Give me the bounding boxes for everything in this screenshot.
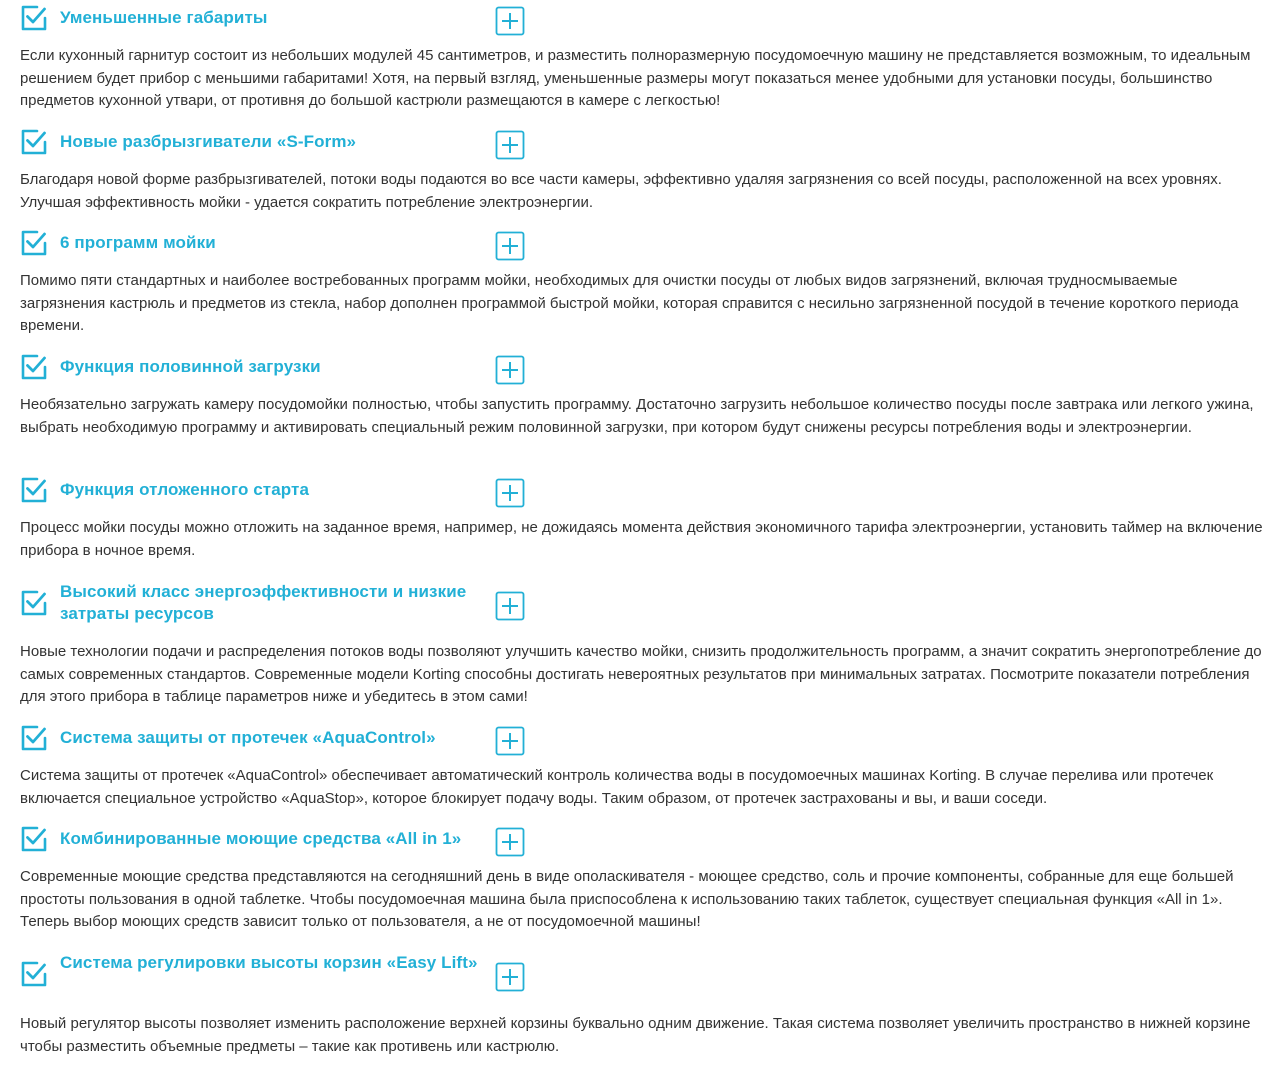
expand-plus-icon[interactable] (495, 726, 525, 756)
feature-title: Уменьшенные габариты (60, 8, 268, 27)
checkbox-check-icon (19, 724, 47, 752)
feature-description: Система защиты от протечек «AquaControl» обеспечивает автоматический контроль количества воды в посудомоечных машинах Korting. В случае перелива или протечек включается специальное устройство «AquaStop», которое блокирует подачу воды. Таким образом, от протечек застрахованы и вы, и ваши соседи. (20, 767, 1214, 807)
expand-plus-icon[interactable] (495, 130, 525, 160)
expand-plus-icon[interactable] (495, 827, 525, 857)
expand-plus-icon[interactable] (495, 962, 525, 992)
feature-title: 6 программ мойки (60, 233, 216, 252)
feature-title: Система защиты от протечек «AquaControl» (60, 728, 436, 747)
expand-plus-icon[interactable] (495, 591, 525, 621)
feature-description: Современные моющие средства представляются на сегодняшний день в виде ополаскивателя - моющее средство, соль и прочие компоненты, собранные для еще большей простоты пользования в одной таблетке. Чтобы посудомоечная машина была приспособлена к использованию таких таблеток, существует специальная функция «All in 1». Теперь выбор моющих средств зависит только от пользователя, а не от посудомоечной машины! (20, 868, 1234, 930)
feature-description: Процесс мойки посуды можно отложить на заданное время, например, не дожидаясь момента действия экономичного тарифа электроэнергии, установить таймер на включение прибора в ночное время. (20, 519, 1263, 559)
checkbox-check-icon (19, 4, 47, 32)
expand-plus-icon[interactable] (495, 231, 525, 261)
feature-description: Необязательно загружать камеру посудомойки полностью, чтобы запустить программу. Достаточно загрузить небольшое количество посуды после завтрака или легкого ужина, выбрать необходимую программу и активировать специальный режим половинной загрузки, при котором будут снижены ресурсы потребления воды и электроэнергии. (20, 396, 1254, 436)
feature-title: Функция отложенного старта (60, 480, 310, 499)
expand-plus-icon[interactable] (495, 478, 525, 508)
feature-description: Новый регулятор высоты позволяет изменить расположение верхней корзины буквально одним движение. Такая система позволяет увеличить пространство в нижней корзине чтобы разместить объемные предметы – такие как противень или кастрюлю. (20, 1015, 1251, 1055)
feature-description: Если кухонный гарнитур состоит из небольших модулей 45 сантиметров, и разместить полноразмерную посудомоечную машину не представляется возможным, то идеальным решением будет прибор с меньшими габаритами! Хотя, на первый взгляд, уменьшенные размеры могут показаться менее удобными для установки посуды, большинство предметов кухонной утвари, от противня до большой кастрюли размещаются в камере с легкостью! (20, 47, 1251, 109)
checkbox-check-icon (19, 229, 47, 257)
feature-title: Функция половинной загрузки (60, 357, 321, 376)
checkbox-check-icon (19, 589, 47, 617)
feature-description: Помимо пяти стандартных и наиболее востребованных программ мойки, необходимых для очистки посуды от любых видов загрязнений, включая трудносмываемые загрязнения кастрюль и предметов из стекла, набор дополнен программой быстрой мойки, которая справится с несильно загрязненной посудой в течение короткого периода времени. (20, 272, 1239, 334)
expand-plus-icon[interactable] (495, 355, 525, 385)
feature-description: Новые технологии подачи и распределения потоков воды позволяют улучшить качество мойки, снизить продолжительность программ, а значит сократить энергопотребление до самых современных стандартов. Современные модели Korting способны достигать невероятных результатов при минимальных затратах. Посмотрите показатели потребления для этого прибора в таблице параметров ниже и убедитесь в этом сами! (20, 643, 1262, 705)
checkbox-check-icon (19, 476, 47, 504)
feature-title: Комбинированные моющие средства «All in 1» (60, 829, 462, 848)
checkbox-check-icon (19, 353, 47, 381)
feature-title: Высокий класс энергоэффективности и низкие затраты ресурсов (60, 582, 467, 623)
expand-plus-icon[interactable] (495, 6, 525, 36)
feature-title: Новые разбрызгиватели «S-Form» (60, 132, 357, 151)
checkbox-check-icon (19, 825, 47, 853)
checkbox-check-icon (19, 960, 47, 988)
checkbox-check-icon (19, 128, 47, 156)
feature-title: Система регулировки высоты корзин «Easy Lift» (60, 953, 478, 972)
feature-description: Благодаря новой форме разбрызгивателей, потоки воды подаются во все части камеры, эффективно удаляя загрязнения со всей посуды, расположенной на всех уровнях. Улучшая эффективность мойки - удается сократить потребление электроэнергии. (20, 171, 1222, 211)
